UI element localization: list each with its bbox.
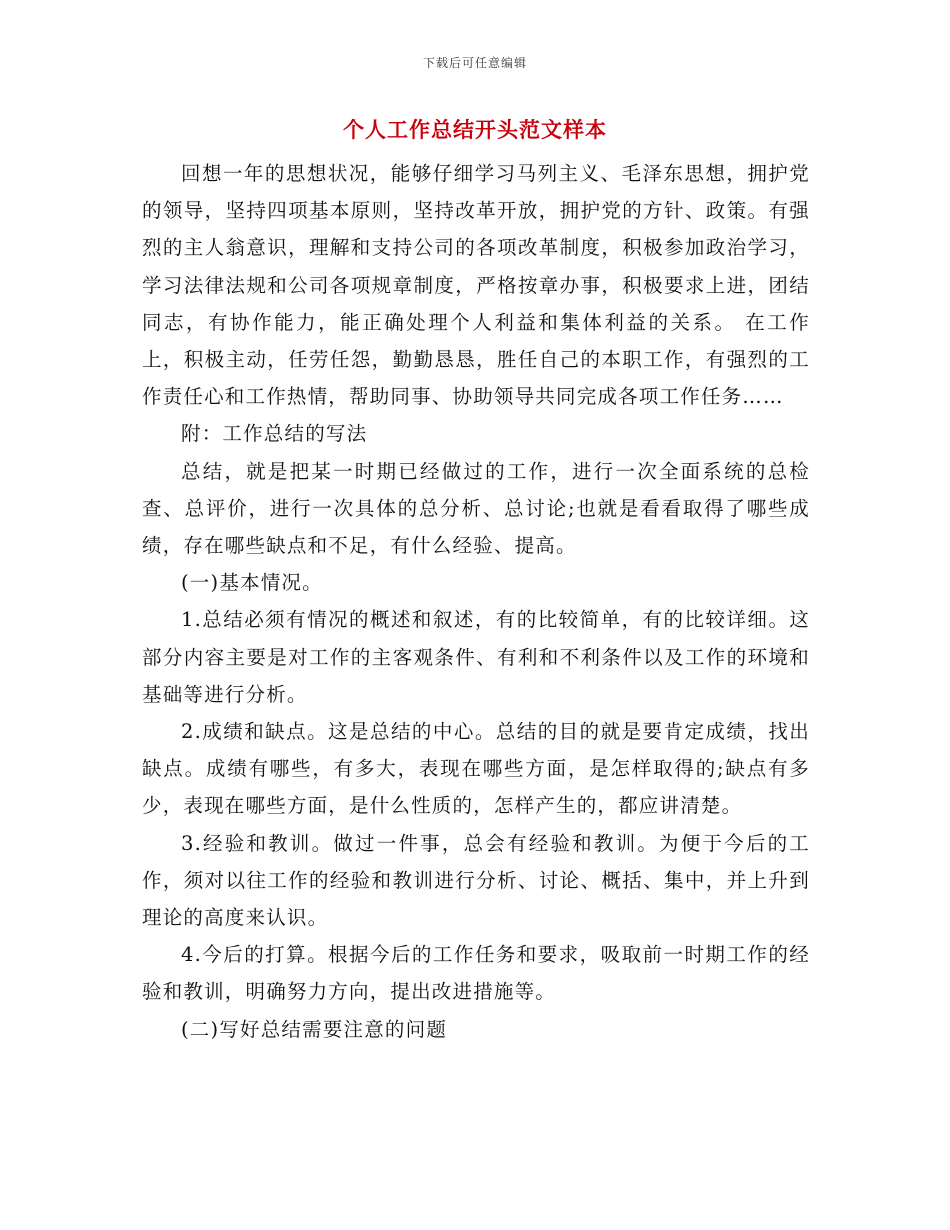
paragraph-item-1: 1.总结必须有情况的概述和叙述，有的比较简单，有的比较详细。这部分内容主要是对工作的主客观条件、有利和不利条件以及工作的环境和基础等进行分析。 [142,608,810,706]
paragraph-definition: 总结，就是把某一时期已经做过的工作，进行一次全面系统的总检查、总评价，进行一次具体的总分析、总讨论;也就是看看取得了哪些成绩，存在哪些缺点和不足，有什么经验、提高。 [142,459,810,558]
paragraph-section-1-heading: (一)基本情况。 [181,571,323,595]
header-note: 下载后可任意编辑 [422,56,527,70]
paragraph-appendix-heading: 附：工作总结的写法 [181,422,368,446]
document-title: 个人工作总结开头范文样本 [343,118,607,142]
paragraph-section-2-heading: (二)写好总结需要注意的问题 [181,1017,448,1041]
paragraph-item-2: 2.成绩和缺点。这是总结的中心。总结的目的就是要肯定成绩，找出缺点。成绩有哪些，有多大，表现在哪些方面，是怎样取得的;缺点有多少，表现在哪些方面，是什么性质的，怎样产生的，都应讲清楚。 [142,720,810,818]
paragraph-item-3: 3.经验和教训。做过一件事，总会有经验和教训。为便于今后的工作，须对以往工作的经验和教训进行分析、讨论、概括、集中，并上升到理论的高度来认识。 [142,831,810,930]
document-body [142,155,810,1048]
paragraph-intro: 回想一年的思想状况，能够仔细学习马列主义、毛泽东思想，拥护党的领导，坚持四项基本原则，坚持改革开放，拥护党的方针、政策。有强烈的主人翁意识，理解和支持公司的各项改革制度，积极参加政治学习，学习法律法规和公司各项规章制度，严格按章办事，积极要求上进，团结同志，有协作能力，能正确处理个人利益和集体利益的关系。 在工作上，积极主动，任劳任怨，勤勤恳恳，胜任自己的本职工作，有强烈的工作责任心和工作热情，帮助同事、协助领导共同完成各项工作任务…… [142,162,810,409]
paragraph-item-4: 4.今后的打算。根据今后的工作任务和要求，吸取前一时期工作的经验和教训，明确努力方向，提出改进措施等。 [142,943,810,1004]
